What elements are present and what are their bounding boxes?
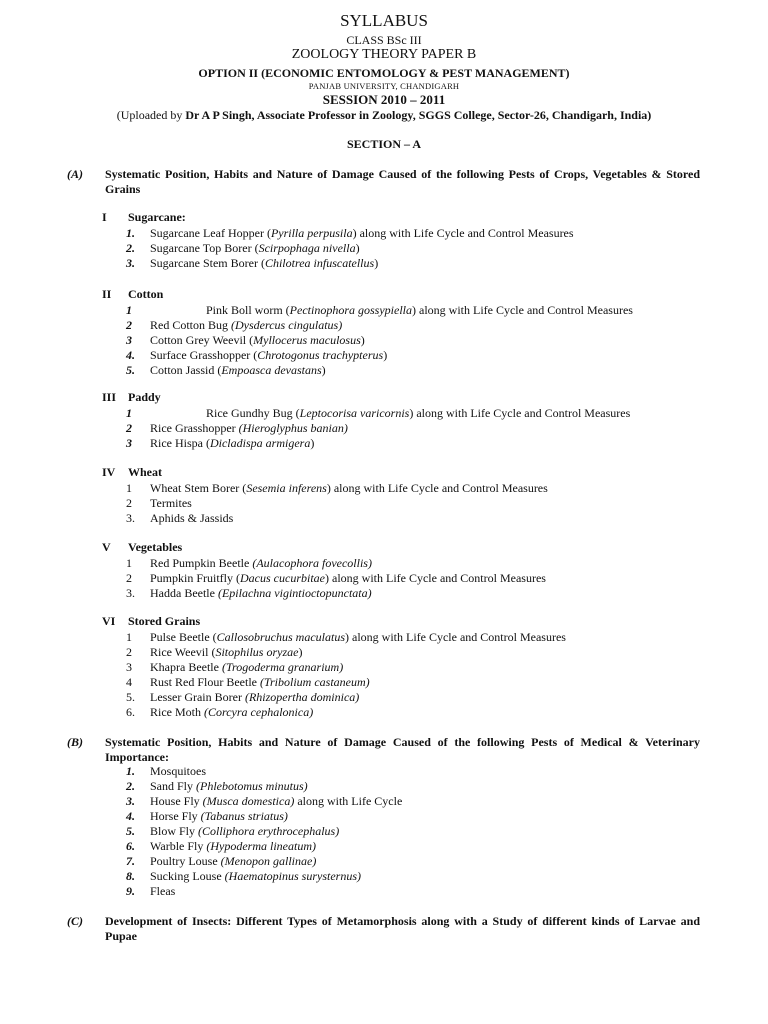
list-item <box>102 226 742 241</box>
group-number: III <box>102 390 117 404</box>
list-item <box>102 675 742 690</box>
pest-common-name: Rice Gundhy Bug ( <box>206 406 300 420</box>
class-line: CLASS BSc III <box>346 33 422 47</box>
item-suffix: ) along with Life Cycle and Control Measures <box>409 406 631 420</box>
pest-scientific-name: Dacus cucurbitae <box>240 571 325 585</box>
item-text <box>150 571 546 586</box>
list-item <box>102 406 742 421</box>
item-number: 4. <box>126 348 135 362</box>
item-text <box>150 241 360 256</box>
pest-scientific-name: (Musca domestica) <box>202 794 295 808</box>
pest-group <box>102 614 742 720</box>
pest-common-name: Pumpkin Fruitfly ( <box>150 571 241 585</box>
item-number: 3. <box>126 586 135 600</box>
item-text <box>150 705 313 720</box>
pest-scientific-name: (Trogoderma granarium) <box>221 660 344 674</box>
pest-common-name: Warble Fly <box>150 839 207 853</box>
item-suffix: ) <box>310 436 315 450</box>
list-item <box>102 511 742 526</box>
item-number: 1. <box>126 764 135 778</box>
pest-scientific-name: (Hypoderma lineatum) <box>206 839 316 853</box>
item-number: 1. <box>126 226 135 240</box>
item-suffix: ) <box>383 348 388 362</box>
item-text <box>150 496 192 511</box>
pest-common-name: Cotton Grey Weevil ( <box>150 333 254 347</box>
pest-scientific-name: Pyrilla perpusila <box>270 226 353 240</box>
pest-common-name: Blow Fly <box>150 824 199 838</box>
pest-common-name: Red Pumpkin Beetle <box>150 556 253 570</box>
university-line: PANJAB UNIVERSITY, CHANDIGARH <box>308 81 460 91</box>
pest-common-name: Mosquitoes <box>150 764 207 778</box>
pest-scientific-name: (Dysdercus cingulatus) <box>231 318 343 332</box>
list-item <box>102 645 742 660</box>
item-number: 8. <box>126 869 135 883</box>
item-suffix: along with Life Cycle <box>294 794 403 808</box>
pest-scientific-name: (Menopon gallinae) <box>220 854 317 868</box>
list-item <box>102 571 742 586</box>
item-number: 2. <box>126 241 135 255</box>
item-text <box>150 226 574 241</box>
item-suffix: ) <box>360 333 365 347</box>
item-suffix: ) along with Life Cycle and Control Measures <box>412 303 633 317</box>
pest-common-name: Red Cotton Bug <box>150 318 232 332</box>
item-number: 2 <box>126 496 132 510</box>
pest-scientific-name: (Tabanus striatus) <box>200 809 288 823</box>
item-number: 3 <box>126 436 132 450</box>
list-item <box>102 241 742 256</box>
list-item <box>102 436 742 451</box>
item-number: 1 <box>126 303 132 317</box>
session-line: SESSION 2010 – 2011 <box>322 92 446 107</box>
item-number: 1 <box>126 406 132 420</box>
item-number: 4. <box>126 809 135 823</box>
pest-group <box>102 287 742 378</box>
list-item <box>102 556 742 571</box>
item-number: 6. <box>126 839 135 853</box>
item-text <box>150 256 378 271</box>
pest-common-name: Pink Boll worm ( <box>206 303 290 317</box>
pest-scientific-name: Sesemia inferens <box>246 481 327 495</box>
group-heading <box>102 540 742 556</box>
item-text <box>150 764 206 779</box>
pest-common-name: House Fly <box>150 794 203 808</box>
pest-common-name: Sugarcane Leaf Hopper ( <box>150 226 271 240</box>
pest-common-name: Rice Weevil ( <box>150 645 216 659</box>
section-b-label: (B) <box>67 735 83 749</box>
upload-author: Dr A P Singh, Associate Professor in Zoology, SGGS College, Sector-26, Chandigarh, India) <box>185 108 652 122</box>
pest-scientific-name: Sitophilus oryzae <box>215 645 299 659</box>
item-text <box>150 586 372 601</box>
item-text <box>150 675 370 690</box>
item-suffix: ) <box>321 363 326 377</box>
pest-group <box>102 540 742 601</box>
list-item <box>102 363 742 378</box>
group-number: IV <box>102 465 116 479</box>
pest-common-name: Rice Moth <box>150 705 204 719</box>
pest-scientific-name: (Colliphora erythrocephalus) <box>198 824 340 838</box>
group-title: Cotton <box>128 287 164 301</box>
item-text <box>150 645 302 660</box>
pest-scientific-name: Pectinophora gossypiella <box>289 303 412 317</box>
pest-common-name: Poultry Louse <box>150 854 221 868</box>
item-text <box>150 690 359 705</box>
group-title: Stored Grains <box>128 614 201 628</box>
pest-scientific-name: (Phlebotomus minutus) <box>196 779 308 793</box>
section-heading: SECTION – A <box>346 137 422 151</box>
item-text <box>150 660 343 675</box>
item-number: 4 <box>126 675 132 689</box>
item-number: 9. <box>126 884 135 898</box>
section-b-text: Systematic Position, Habits and Nature of Damage Caused of the following Pests of Medical & Veterinary Importance: <box>105 735 700 764</box>
pest-scientific-name: Scirpophaga nivella <box>258 241 356 255</box>
list-item <box>102 496 742 511</box>
item-text <box>150 348 387 363</box>
pest-common-name: Sugarcane Top Borer ( <box>150 241 259 255</box>
item-suffix: ) <box>298 645 303 659</box>
pest-scientific-name: (Aulacophora fovecollis) <box>252 556 372 570</box>
item-suffix: ) along with Life Cycle and Control Measures <box>352 226 574 240</box>
item-text <box>150 839 316 854</box>
pest-common-name: Horse Fly <box>150 809 201 823</box>
item-number: 2 <box>126 571 132 585</box>
item-number: 7. <box>126 854 135 868</box>
pest-scientific-name: Chrotogonus trachypterus <box>257 348 384 362</box>
item-text <box>150 809 288 824</box>
list-item <box>102 481 742 496</box>
pest-scientific-name: Chilotrea infuscatellus <box>264 256 375 270</box>
group-title: Wheat <box>128 465 162 479</box>
item-number: 1 <box>126 481 132 495</box>
item-number: 3. <box>126 511 135 525</box>
item-number: 2 <box>126 645 132 659</box>
item-number: 5. <box>126 363 135 377</box>
item-text <box>150 854 316 869</box>
list-item <box>102 333 742 348</box>
group-title: Vegetables <box>128 540 183 554</box>
list-item <box>102 303 742 318</box>
upload-credit <box>0 108 768 123</box>
item-text <box>150 333 365 348</box>
list-item <box>102 705 742 720</box>
pest-common-name: Rice Grasshopper <box>150 421 239 435</box>
item-number: 5. <box>126 690 135 704</box>
pest-common-name: Termites <box>150 496 192 510</box>
list-item <box>102 348 742 363</box>
pest-scientific-name: (Tribolium castaneum) <box>260 675 370 689</box>
pest-scientific-name: Callosobruchus maculatus <box>216 630 345 644</box>
item-number: 1 <box>126 630 132 644</box>
group-number: V <box>102 540 111 554</box>
pest-common-name: Pulse Beetle ( <box>150 630 217 644</box>
pest-common-name: Aphids & Jassids <box>150 511 234 525</box>
group-number: II <box>102 287 112 301</box>
item-text <box>150 556 372 571</box>
group-heading <box>102 287 742 303</box>
pest-scientific-name: (Corcyra cephalonica) <box>204 705 314 719</box>
item-number: 2. <box>126 779 135 793</box>
pest-scientific-name: (Epilachna vigintioctopunctata) <box>217 586 372 600</box>
item-text <box>150 794 402 809</box>
item-suffix: ) along with Life Cycle and Control Measures <box>345 630 566 644</box>
section-c-label: (C) <box>67 914 83 928</box>
list-item <box>102 318 742 333</box>
item-text <box>150 824 339 839</box>
group-number: VI <box>102 614 116 628</box>
list-item <box>102 586 742 601</box>
list-item <box>102 256 742 271</box>
item-text <box>206 406 630 421</box>
group-title: Paddy <box>128 390 161 404</box>
pest-common-name: Lesser Grain Borer <box>150 690 245 704</box>
item-number: 1 <box>126 556 132 570</box>
item-number: 2 <box>126 318 132 332</box>
item-number: 3 <box>126 333 132 347</box>
section-a-text: Systematic Position, Habits and Nature of Damage Caused of the following Pests of Crops, Vegetables & Stored Grains <box>105 167 700 196</box>
item-number: 2 <box>126 421 132 435</box>
group-heading <box>102 614 742 630</box>
item-text <box>150 884 175 899</box>
group-heading <box>102 465 742 481</box>
item-text <box>150 481 548 496</box>
pest-scientific-name: (Hieroglyphus banian) <box>238 421 348 435</box>
item-text <box>150 363 326 378</box>
item-text <box>150 630 566 645</box>
item-text <box>150 421 348 436</box>
pest-group <box>102 390 742 451</box>
group-title: Sugarcane: <box>128 210 186 224</box>
item-number: 3. <box>126 794 135 808</box>
upload-prefix: (Uploaded by <box>116 108 186 122</box>
pest-common-name: Sand Fly <box>150 779 197 793</box>
item-text <box>150 511 233 526</box>
pest-scientific-name: (Haematopinus surysternus) <box>224 869 361 883</box>
pest-scientific-name: Leptocorisa varicornis <box>299 406 410 420</box>
item-text <box>150 436 314 451</box>
list-item <box>102 421 742 436</box>
pest-scientific-name: Empoasca devastans <box>221 363 322 377</box>
item-suffix: ) along with Life Cycle and Control Measures <box>326 481 548 495</box>
item-suffix: ) along with Life Cycle and Control Measures <box>325 571 546 585</box>
page-title: SYLLABUS <box>340 11 428 30</box>
option-line: OPTION II (ECONOMIC ENTOMOLOGY & PEST MANAGEMENT) <box>198 66 570 80</box>
pest-scientific-name: (Rhizopertha dominica) <box>244 690 360 704</box>
item-text <box>150 318 342 333</box>
group-number: I <box>102 210 107 224</box>
list-item <box>102 690 742 705</box>
item-suffix: ) <box>355 241 360 255</box>
item-number: 3. <box>126 256 135 270</box>
paper-line: ZOOLOGY THEORY PAPER B <box>291 47 477 62</box>
item-number: 5. <box>126 824 135 838</box>
list-item <box>102 660 742 675</box>
item-number: 3 <box>126 660 132 674</box>
pest-common-name: Sucking Louse <box>150 869 225 883</box>
item-text <box>206 303 633 318</box>
pest-common-name: Wheat Stem Borer ( <box>150 481 247 495</box>
pest-common-name: Hadda Beetle <box>150 586 218 600</box>
pest-group <box>102 210 742 271</box>
pest-group <box>102 465 742 526</box>
section-c-text: Development of Insects: Different Types of Metamorphosis along with a Study of different kinds of Larvae and Pupae <box>105 914 700 943</box>
pest-common-name: Fleas <box>150 884 176 898</box>
pest-scientific-name: Dicladispa armigera <box>209 436 311 450</box>
item-text <box>150 869 361 884</box>
list-item <box>102 630 742 645</box>
pest-scientific-name: Myllocerus maculosus <box>253 333 361 347</box>
item-text <box>150 779 308 794</box>
pest-common-name: Khapra Beetle <box>150 660 222 674</box>
item-number: 6. <box>126 705 135 719</box>
pest-common-name: Cotton Jassid ( <box>150 363 222 377</box>
group-heading <box>102 390 742 406</box>
pest-common-name: Rust Red Flour Beetle <box>150 675 260 689</box>
pest-common-name: Surface Grasshopper ( <box>150 348 258 362</box>
pest-common-name: Sugarcane Stem Borer ( <box>150 256 265 270</box>
group-heading <box>102 210 742 226</box>
item-suffix: ) <box>374 256 379 270</box>
pest-common-name: Rice Hispa ( <box>150 436 210 450</box>
section-a-label: (A) <box>67 167 83 181</box>
